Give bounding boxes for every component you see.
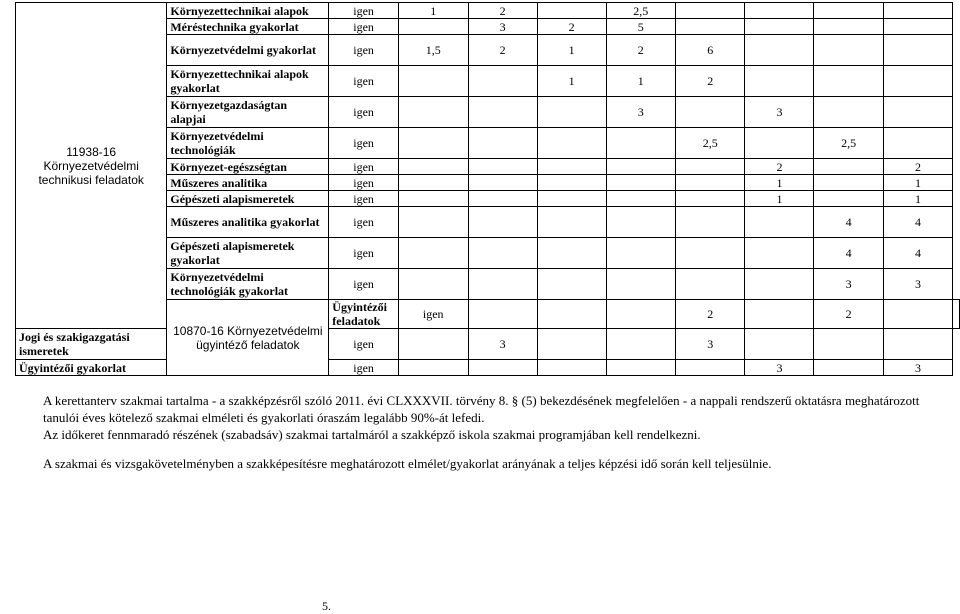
empty-cell [468, 238, 537, 269]
hours-cell: 2 [676, 66, 745, 97]
hours-cell: 3 [883, 269, 952, 300]
hours-cell: 1 [745, 191, 814, 207]
empty-cell [745, 19, 814, 35]
empty-cell [814, 3, 883, 19]
empty-cell [606, 159, 675, 175]
empty-cell [537, 97, 606, 128]
subject-cell: Gépészeti alapismeretek [167, 191, 329, 207]
empty-cell [606, 175, 675, 191]
hours-cell: 3 [606, 97, 675, 128]
empty-cell [883, 66, 952, 97]
subject-cell: Ügyintézői feladatok [329, 300, 399, 329]
hours-cell: 2 [468, 35, 537, 66]
status-cell: igen [329, 35, 399, 66]
empty-cell [398, 175, 468, 191]
empty-cell [883, 329, 952, 360]
empty-cell [745, 329, 814, 360]
empty-cell [883, 128, 952, 159]
subject-cell: Környezetvédelmi technológiák gyakorlat [167, 269, 329, 300]
status-cell: igen [329, 66, 399, 97]
subject-cell: Környezet-egészségtan [167, 159, 329, 175]
hours-cell: 4 [883, 207, 952, 238]
empty-cell [814, 35, 883, 66]
status-cell: igen [398, 300, 468, 329]
empty-cell [398, 269, 468, 300]
hours-cell: 4 [883, 238, 952, 269]
empty-cell [606, 207, 675, 238]
hours-cell: 2,5 [606, 3, 675, 19]
empty-cell [745, 300, 814, 329]
hours-cell: 1 [537, 66, 606, 97]
empty-cell [814, 159, 883, 175]
hours-cell: 4 [814, 238, 883, 269]
empty-cell [676, 238, 745, 269]
hours-cell: 5 [606, 19, 675, 35]
hours-cell: 3 [814, 269, 883, 300]
empty-cell [814, 329, 883, 360]
hours-cell: 1 [745, 175, 814, 191]
empty-cell [606, 329, 675, 360]
status-cell: igen [329, 175, 399, 191]
status-cell: igen [329, 159, 399, 175]
module-cell: 10870-16 Környezetvédelmi ügyintéző feladatok [167, 300, 329, 376]
note-paragraph: A szakmai és vizsgakövetelményben a szakképesítésre meghatározott elmélet/gyakorlat arányának a teljes képzési idő során kell teljesülnie. [43, 456, 772, 471]
empty-cell [468, 159, 537, 175]
hours-cell: 3 [468, 19, 537, 35]
hours-cell: 1 [883, 175, 952, 191]
subject-cell: Műszeres analitika gyakorlat [167, 207, 329, 238]
empty-cell [398, 238, 468, 269]
empty-cell [814, 19, 883, 35]
empty-cell [398, 19, 468, 35]
hours-cell: 3 [676, 329, 745, 360]
empty-cell [398, 207, 468, 238]
empty-cell [606, 300, 675, 329]
empty-cell [468, 360, 537, 376]
empty-cell [537, 360, 606, 376]
module-cell: 11938-16 Környezetvédelmi technikusi feladatok [16, 3, 167, 329]
empty-cell [745, 66, 814, 97]
empty-cell [745, 269, 814, 300]
hours-cell: 1 [537, 35, 606, 66]
subject-cell: Környezetgazdaságtan alapjai [167, 97, 329, 128]
empty-cell [676, 159, 745, 175]
subject-cell: Környezetvédelmi gyakorlat [167, 35, 329, 66]
empty-cell [537, 329, 606, 360]
empty-cell [537, 159, 606, 175]
empty-cell [398, 128, 468, 159]
empty-cell [814, 66, 883, 97]
status-cell: igen [329, 19, 399, 35]
empty-cell [883, 3, 952, 19]
empty-cell [537, 191, 606, 207]
empty-cell [676, 19, 745, 35]
hours-cell: 3 [468, 329, 537, 360]
empty-cell [745, 207, 814, 238]
hours-cell: 3 [883, 360, 952, 376]
empty-cell [814, 191, 883, 207]
empty-cell [814, 360, 883, 376]
subject-cell: Gépészeti alapismeretek gyakorlat [167, 238, 329, 269]
empty-cell [537, 238, 606, 269]
empty-cell [606, 191, 675, 207]
hours-cell: 4 [814, 207, 883, 238]
empty-cell [537, 269, 606, 300]
hours-cell: 2 [745, 159, 814, 175]
subject-cell: Környezetvédelmi technológiák [167, 128, 329, 159]
empty-cell [606, 269, 675, 300]
hours-cell: 1 [606, 66, 675, 97]
empty-cell [468, 66, 537, 97]
empty-cell [883, 19, 952, 35]
subject-cell: Környezettechnikai alapok [167, 3, 329, 19]
empty-cell [676, 97, 745, 128]
hours-cell: 2 [606, 35, 675, 66]
empty-cell [468, 128, 537, 159]
status-cell: igen [329, 238, 399, 269]
empty-cell [537, 175, 606, 191]
subject-cell: Méréstechnika gyakorlat [167, 19, 329, 35]
empty-cell [606, 238, 675, 269]
empty-cell [676, 3, 745, 19]
subject-cell: Ügyintézői gyakorlat [16, 360, 167, 376]
notes-section [43, 392, 948, 472]
hours-cell: 1 [398, 3, 468, 19]
empty-cell [398, 329, 468, 360]
empty-cell [468, 175, 537, 191]
subject-cell: Műszeres analitika [167, 175, 329, 191]
status-cell: igen [329, 191, 399, 207]
status-cell: igen [329, 329, 399, 360]
subject-cell: Jogi és szakigazgatási ismeretek [16, 329, 167, 360]
status-cell: igen [329, 3, 399, 19]
empty-cell [883, 35, 952, 66]
empty-cell [398, 159, 468, 175]
empty-cell [676, 360, 745, 376]
empty-cell [745, 35, 814, 66]
hours-cell: 2,5 [814, 128, 883, 159]
empty-cell [953, 300, 960, 329]
status-cell: igen [329, 97, 399, 128]
empty-cell [468, 97, 537, 128]
hours-cell: 1 [883, 191, 952, 207]
empty-cell [676, 269, 745, 300]
empty-cell [883, 300, 952, 329]
empty-cell [676, 191, 745, 207]
empty-cell [468, 191, 537, 207]
empty-cell [606, 360, 675, 376]
hours-cell [537, 3, 606, 19]
hours-cell: 2 [468, 3, 537, 19]
empty-cell [398, 97, 468, 128]
empty-cell [814, 175, 883, 191]
status-cell: igen [329, 269, 399, 300]
hours-cell: 3 [745, 360, 814, 376]
hours-cell: 2,5 [676, 128, 745, 159]
curriculum-table [15, 2, 960, 376]
page-number: 5. [322, 599, 331, 613]
empty-cell [537, 300, 606, 329]
empty-cell [676, 175, 745, 191]
empty-cell [398, 66, 468, 97]
hours-cell: 2 [537, 19, 606, 35]
hours-cell: 6 [676, 35, 745, 66]
empty-cell [537, 128, 606, 159]
empty-cell [398, 360, 468, 376]
hours-cell: 2 [814, 300, 883, 329]
empty-cell [745, 238, 814, 269]
subject-cell: Környezettechnikai alapok gyakorlat [167, 66, 329, 97]
empty-cell [745, 128, 814, 159]
empty-cell [606, 128, 675, 159]
status-cell: igen [329, 207, 399, 238]
empty-cell [537, 207, 606, 238]
empty-cell [468, 269, 537, 300]
empty-cell [676, 207, 745, 238]
empty-cell [814, 97, 883, 128]
note-paragraph: A kerettanterv szakmai tartalma - a szakképzésről szóló 2011. évi CLXXXVII. törvény 8. § (5) bekezdésének megfelelően - a nappali rendszerű oktatásra meghatározott tanulói éves kötelező szakmai elméleti és gyakorlati óraszám legalább 90%-át lefedi. [43, 393, 920, 425]
hours-cell: 2 [883, 159, 952, 175]
status-cell: igen [329, 128, 399, 159]
hours-cell: 3 [745, 97, 814, 128]
note-paragraph: Az időkeret fennmaradó részének (szabadsáv) szakmai tartalmáról a szakképző iskola szakmai programjában kell rendelkezni. [43, 427, 701, 442]
empty-cell [883, 97, 952, 128]
hours-cell: 2 [676, 300, 745, 329]
status-cell: igen [329, 360, 399, 376]
empty-cell [398, 191, 468, 207]
empty-cell [745, 3, 814, 19]
empty-cell [468, 300, 537, 329]
empty-cell [468, 207, 537, 238]
hours-cell: 1,5 [398, 35, 468, 66]
